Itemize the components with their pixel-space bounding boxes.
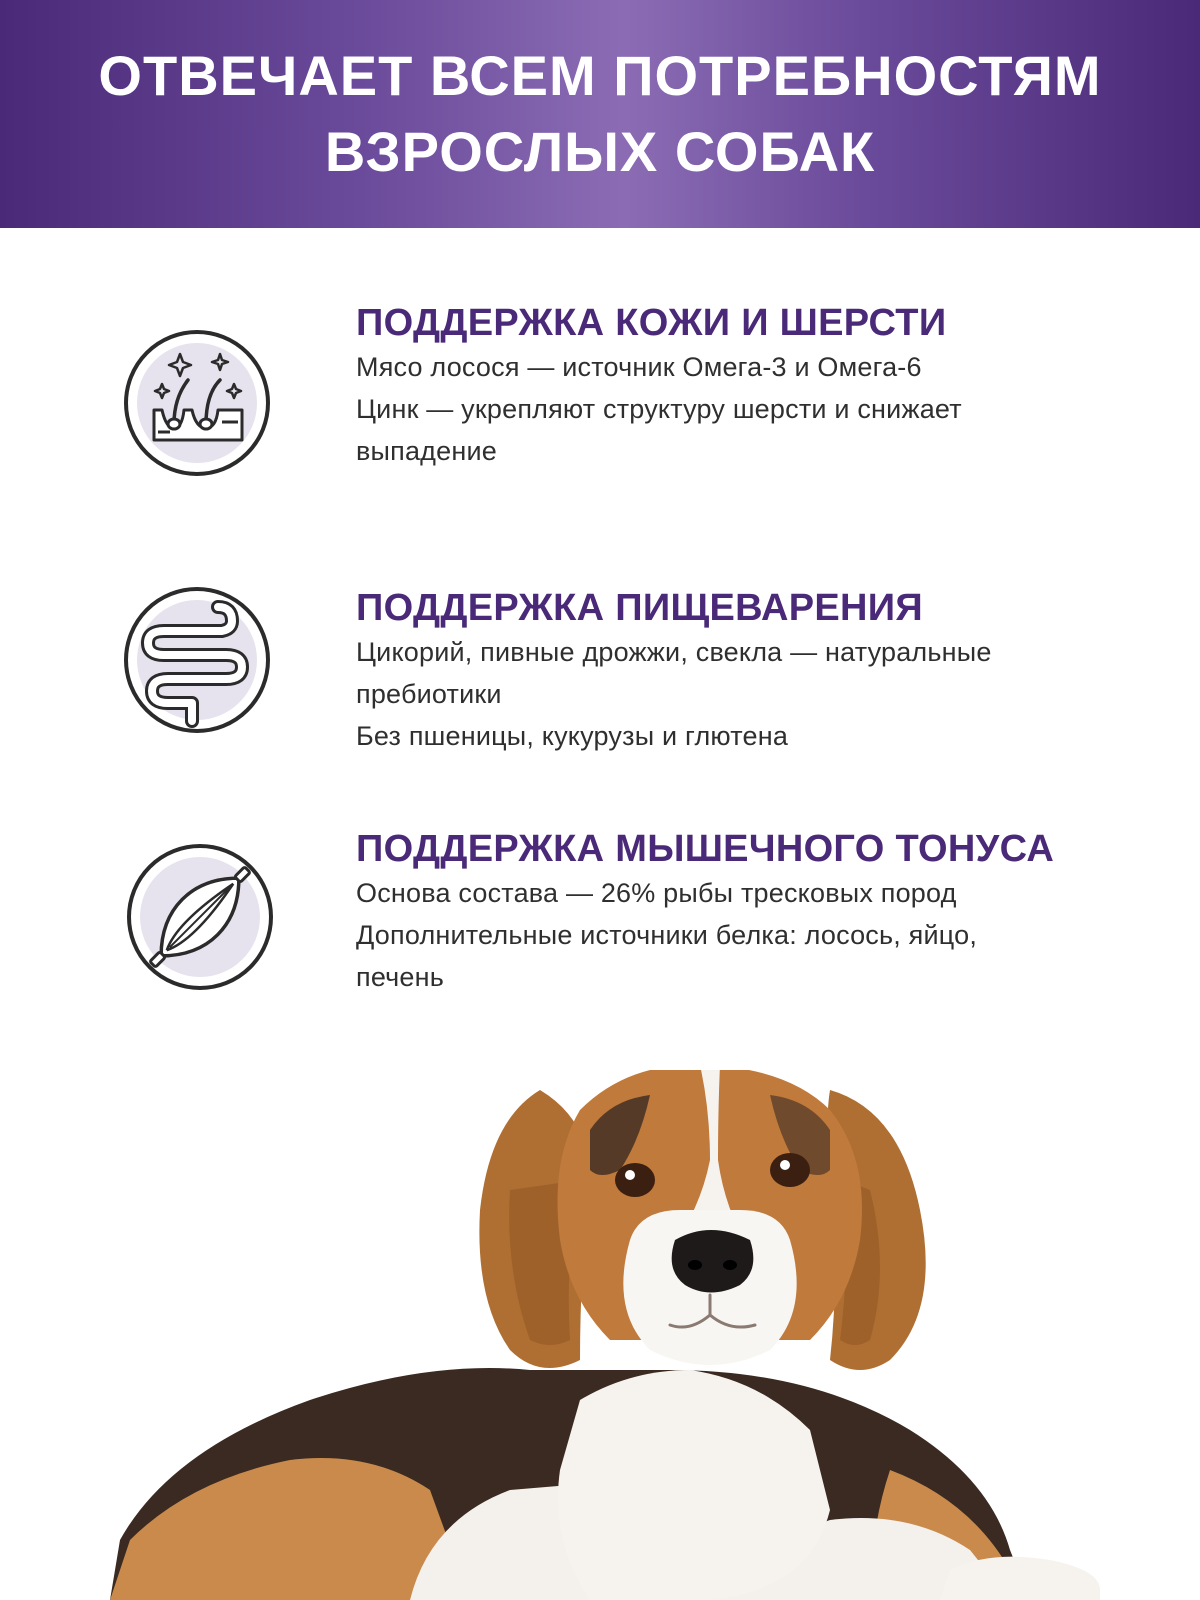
feature-line: Цинк — укрепляют структуру шерсти и снижает: [356, 394, 962, 424]
header-banner: [0, 0, 1200, 228]
feature-line: выпадение: [356, 436, 497, 466]
page-title-line-1: ОТВЕЧАЕТ ВСЕМ ПОТРЕБНОСТЯМ: [98, 44, 1102, 107]
feature-text: [356, 585, 1156, 757]
feature-line: Основа состава — 26% рыбы тресковых пород: [356, 878, 957, 908]
beagle-dog-photo: [110, 1070, 1110, 1600]
feature-line: Цикорий, пивные дрожжи, свекла — натуральные: [356, 637, 992, 667]
feature-line: печень: [356, 962, 445, 992]
intestine-icon: [122, 585, 272, 735]
feature-text: [356, 826, 1156, 998]
feature-line: Дополнительные источники белка: лосось, яйцо,: [356, 920, 978, 950]
page-title-line-2: ВЗРОСЛЫХ СОБАК: [324, 120, 876, 183]
feature-line: Мясо лосося — источник Омега-3 и Омега-6: [356, 352, 922, 382]
feature-line: пребиотики: [356, 679, 502, 709]
feature-title: ПОДДЕРЖКА ПИЩЕВАРЕНИЯ: [356, 587, 923, 629]
skin-hair-icon: [122, 328, 272, 478]
feature-line: Без пшеницы, кукурузы и глютена: [356, 721, 789, 751]
feature-title: ПОДДЕРЖКА КОЖИ И ШЕРСТИ: [356, 302, 947, 344]
muscle-icon: [125, 842, 275, 992]
feature-title: ПОДДЕРЖКА МЫШЕЧНОГО ТОНУСА: [356, 828, 1055, 870]
feature-text: [356, 300, 1156, 472]
